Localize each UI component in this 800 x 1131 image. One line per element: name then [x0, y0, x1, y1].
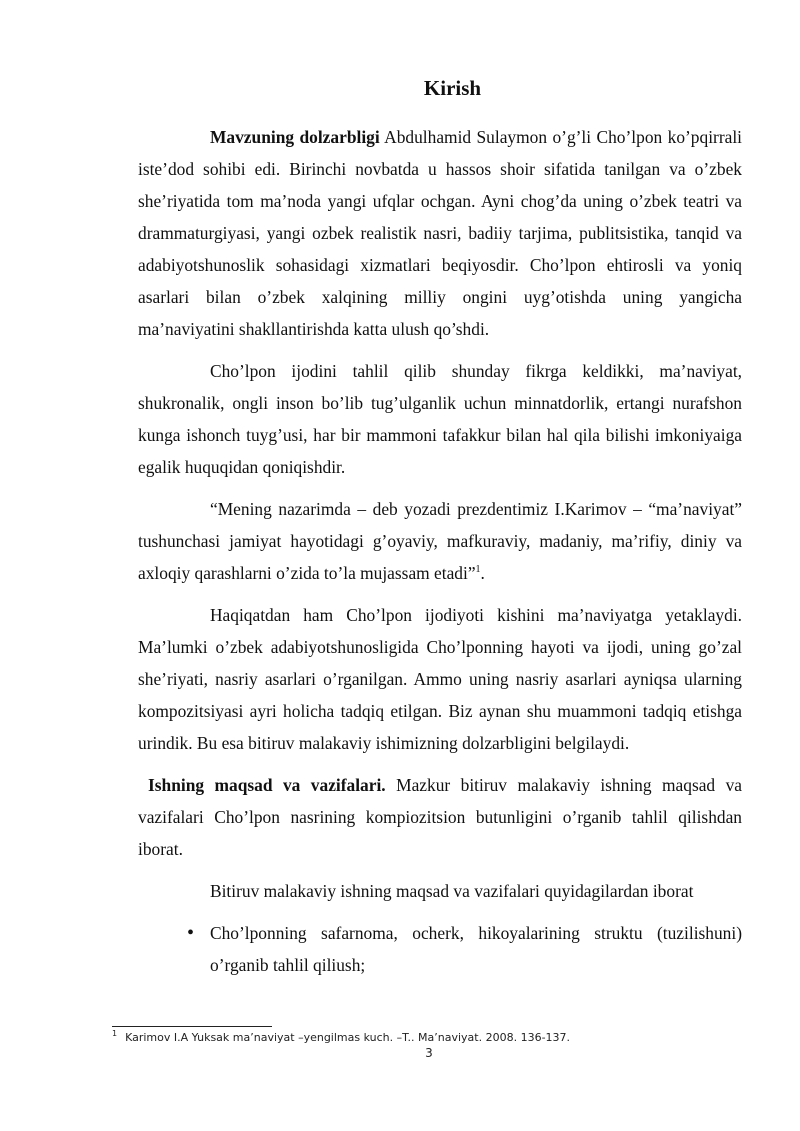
footnote-text: Karimov I.A Yuksak ma’naviyat –yengilmas kuch. –T.. Ma’naviyat. 2008. 136-137.	[125, 1031, 571, 1044]
paragraph-relevance	[138, 121, 742, 345]
quote-end: .	[480, 563, 485, 583]
list-item-text: Cho’lponning safarnoma, ocherk, hikoyalarining struktu (tuzilishuni) o’rganib tahlil qiliush;	[210, 923, 742, 975]
footnote-mark: 1	[112, 1029, 118, 1039]
page-title: Kirish	[423, 76, 482, 100]
footnote	[112, 1031, 570, 1044]
paragraph-tasks-intro: Bitiruv malakaviy ishning maqsad va vazifalari quyidagilardan iborat	[210, 881, 694, 901]
paragraph-relevance-text: Abdulhamid Sulaymon o’g’li Cho’lpon ko’pqirrali iste’dod sohibi edi. Birinchi novbatda u hassos shoir sifatida tanilgan va o’zbek she’riyatida tom ma’noda yangi ufqlar ochgan. Ayni chog’da uning o’zbek teatri va drammaturgiyasi, yangi ozbek realistik nasri, badiiy tarjima, publitsistika, tanqid va adabiyotshunoslik sohasidagi xizmatlari beqiyosdir. Cho’lpon ehtirosli va yoniq asarlari bilan o’zbek xalqining milliy ongini uyg’otishda uning yangicha ma’naviyatini shakllantirishda katta ulush qo’shdi.	[138, 127, 742, 339]
bullet-icon: •	[186, 922, 194, 944]
quote-text: “Mening nazarimda – deb yozadi prezdentimiz I.Karimov – “ma’naviyat” tushunchasi jamiyat hayotidagi g’oyaviy, mafkuraviy, madaniy, ma’rifiy, diniy va axloqiy qarashlarni o’zida to’la mujassam etadi”	[138, 499, 742, 583]
footnote-divider	[112, 1026, 272, 1027]
paragraph-analysis: Cho’lpon ijodini tahlil qilib shunday fikrga keldikki, ma’naviyat, shukronalik, ongli inson bo’lib tug’ulganlik uchun minnatdorlik, ertangi nurafshon kunga ishonch tuyg’usi, har bir mammoni tafakkur bilan hal qila bilishi imkoniyaiga egalik huquqidan qoniqishdir.	[138, 361, 742, 477]
page-number: 3	[425, 1046, 433, 1060]
paragraph-goals	[138, 769, 742, 865]
paragraph-goals-text: Mazkur bitiruv malakaviy ishning maqsad va vazifalari Cho’lpon nasrining kompiozitsion butunligini o’rganib tahlil qilishdan iborat.	[138, 775, 742, 859]
list-item	[138, 917, 742, 981]
paragraph-research: Haqiqatdan ham Cho’lpon ijodiyoti kishini ma’naviyatga yetaklaydi. Ma’lumki o’zbek adabiyotshunosligida Cho’lponning hayoti va ijodi, uning go’zal she’riyati, nasriy asarlari o’rganilgan. Ammo uning nasriy asarlari ayniqsa ularning kompozitsiyasi ayri holicha tadqiq etilgan. Biz aynan shu muammoni tadqiq etishga urindik. Bu esa bitiruv malakaviy ishimizning dolzarbligini belgilaydi.	[138, 605, 742, 753]
heading-relevance: Mavzuning dolzarbligi	[210, 127, 380, 147]
paragraph-quote	[138, 493, 742, 589]
document-body	[138, 121, 742, 981]
footnote-reference[interactable]: 1	[475, 564, 481, 576]
heading-goals: Ishning maqsad va vazifalari.	[148, 775, 386, 795]
